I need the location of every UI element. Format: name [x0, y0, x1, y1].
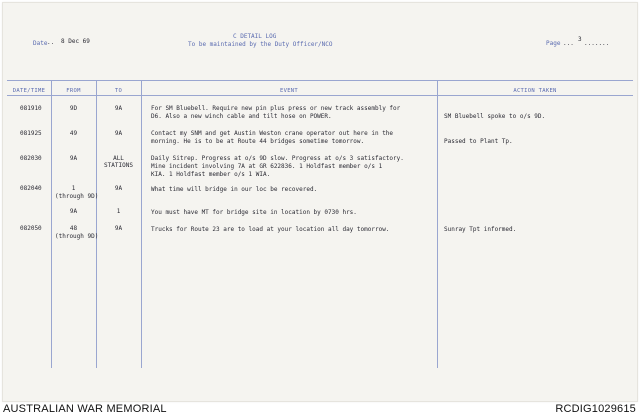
- log-sheet: [2, 2, 638, 402]
- row-event-line: morning. He is to be at Route 44 bridges sometime tomorrow.: [151, 138, 365, 145]
- col-header-datetime: DATE/TIME: [12, 88, 46, 94]
- row-action: Sunray Tpt informed.: [444, 226, 517, 233]
- row-event-line: D6. Also a new winch cable and tilt hose on POWER.: [151, 113, 332, 120]
- row-to: 9A: [114, 130, 123, 137]
- row-event-line: You must have MT for bridge site in location by 0730 hrs.: [151, 209, 357, 216]
- col-header-to: TO: [114, 88, 123, 94]
- date-label: Date: [33, 40, 48, 47]
- row-event-line: KIA. 1 Holdfast member o/s 1 WIA.: [151, 171, 271, 178]
- page-dots-right: .......: [584, 40, 610, 47]
- row-from: 9D: [69, 105, 78, 112]
- footer-credit: AUSTRALIAN WAR MEMORIAL: [3, 403, 167, 415]
- row-from: 9A: [69, 155, 78, 162]
- table-header-rule: [7, 95, 633, 96]
- row-time: 082040: [20, 185, 42, 192]
- page-value: 3: [578, 36, 582, 43]
- row-to: ALL: [113, 155, 124, 162]
- col-divider-3: [141, 80, 142, 368]
- log-subtitle: To be maintained by the Duty Officer/NCO: [188, 41, 333, 48]
- row-time: 082050: [20, 225, 42, 232]
- row-to-secondary: STATIONS: [104, 162, 133, 169]
- row-event-line: Mine incident involving 7A at GR 622836. 1 Holdfast member o/s 1: [151, 163, 383, 170]
- col-header-from: FROM: [66, 88, 81, 94]
- row-to: 9A: [114, 225, 123, 232]
- row-event-line: Trucks for Route 23 are to load at your location all day tomorrow.: [151, 226, 390, 233]
- date-dots: ..: [47, 39, 55, 46]
- date-value: 8 Dec 69: [61, 38, 90, 45]
- col-divider-4: [437, 80, 438, 368]
- col-header-action: ACTION TAKEN: [513, 88, 557, 94]
- row-from: 9A: [69, 208, 78, 215]
- col-header-event: EVENT: [279, 88, 299, 94]
- row-from: 49: [69, 130, 78, 137]
- row-time: 081910: [20, 105, 42, 112]
- row-event-line: For SM Bluebell. Require new pin plus press or new track assembly for: [151, 105, 401, 112]
- footer-catalog-id: RCDIG1029615: [555, 403, 636, 415]
- row-event-line: Daily Sitrep. Progress at o/s 9D slow. Progress at o/s 3 satisfactory.: [151, 155, 404, 162]
- row-to: 9A: [114, 105, 123, 112]
- row-from: 1: [71, 185, 76, 192]
- log-title: C DETAIL LOG: [233, 33, 277, 40]
- row-to: 9A: [114, 185, 123, 192]
- row-event-line: What time will bridge in our loc be recovered.: [151, 186, 318, 193]
- row-from: 48: [69, 225, 78, 232]
- table-top-rule: [7, 80, 633, 81]
- page-label: Page: [546, 40, 561, 47]
- col-divider-1: [51, 80, 52, 368]
- row-from-secondary: (through 9D): [55, 193, 99, 200]
- row-time: 082030: [20, 155, 42, 162]
- col-divider-2: [96, 80, 97, 368]
- row-to: 1: [116, 208, 121, 215]
- row-event-line: Contact my SNM and get Austin Weston crane operator out here in the: [151, 130, 394, 137]
- row-action: Passed to Plant Tp.: [444, 138, 513, 145]
- row-time: 081925: [20, 130, 42, 137]
- row-action: SM Bluebell spoke to o/s 9D.: [444, 113, 546, 120]
- page-dots-left: ...: [563, 40, 574, 47]
- row-from-secondary: (through 9D): [55, 233, 99, 240]
